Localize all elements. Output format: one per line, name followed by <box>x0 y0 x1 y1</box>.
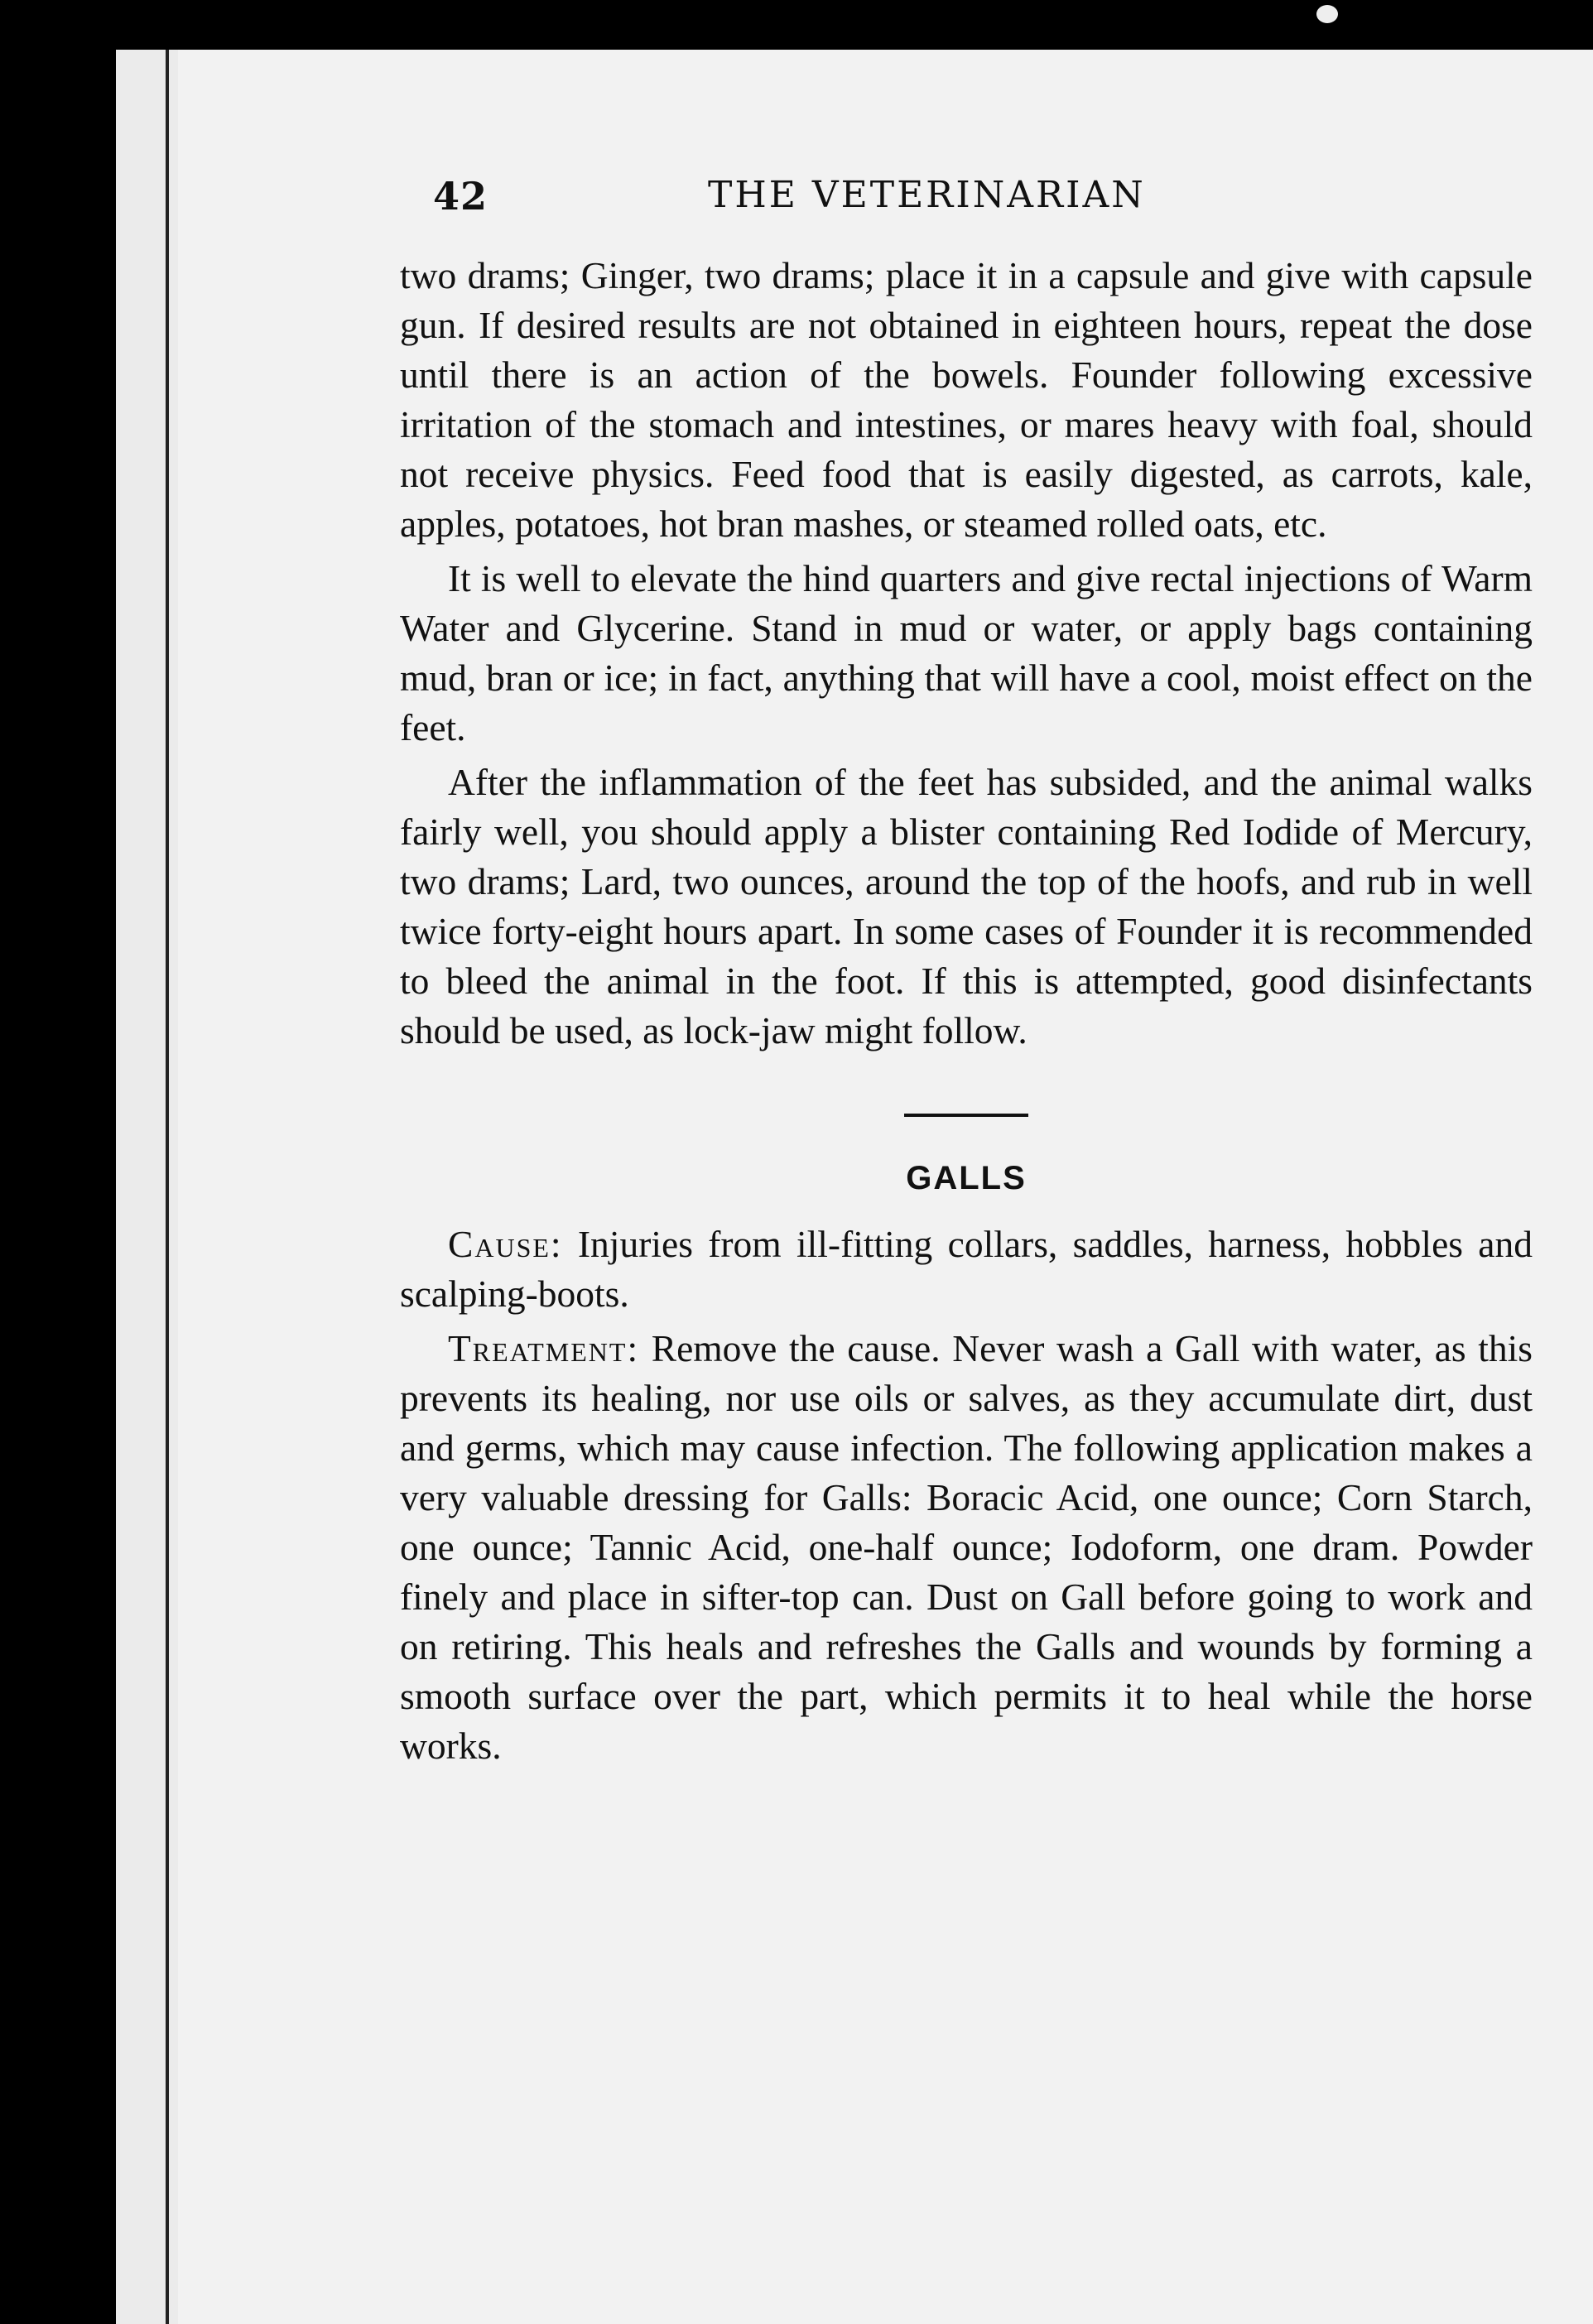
page-body <box>400 251 1533 1771</box>
book-page <box>178 50 1593 2324</box>
treatment-paragraph <box>400 1324 1533 1771</box>
treatment-text: Remove the cause. Never wash a Gall with water, as this prevents its healing, nor use oils or salves, as they accumulate dirt, dust and germs, which may cause infection. The following application makes a very valuable dressing for Galls: Boracic Acid, one ounce; Corn Starch, one ounce; Tannic Acid, one-half ounce; Iodoform, one dram. Powder finely and place in sifter-top can. Dust on Gall before going to work and on retiring. This heals and refreshes the Galls and wounds by forming a smooth surface over the part, which permits it to heal while the horse works. <box>400 1327 1533 1767</box>
running-head: THE VETERINARIAN <box>708 174 1146 216</box>
page-number: 42 <box>433 174 488 219</box>
treatment-label: Treatment: <box>448 1327 640 1369</box>
page-edge-line <box>166 50 169 2324</box>
page-header <box>178 174 1593 224</box>
paragraph: two drams; Ginger, two drams; place it in a capsule and give with capsule gun. If desired results are not obtained in eighteen hours, repeat the dose until there is an action of the bowels. Founder following excessive irritation of the stomach and intestines, or mares heavy with foal, should not receive physics. Feed food that is easily digested, as carrots, kale, apples, potatoes, hot bran mashes, or steamed rolled oats, etc. <box>400 254 1533 545</box>
cause-label: Cause: <box>448 1223 563 1265</box>
scan-speck <box>1316 5 1338 23</box>
paragraph: After the inflammation of the feet has subsided, and the animal walks fairly well, you should apply a blister containing Red Iodide of Mercury, two drams; Lard, two ounces, around the top of the hoofs, and rub in well twice forty-eight hours apart. In some cases of Founder it is recommended to bleed the animal in the foot. If this is attempted, good disinfectants should be used, as lock-jaw might follow. <box>400 761 1533 1051</box>
paragraph: It is well to elevate the hind quarters and give rectal injections of Warm Water and Glycerine. Stand in mud or water, or apply bags containing mud, bran or ice; in fact, anything that will have a cool, moist effect on the feet. <box>400 557 1533 748</box>
section-heading: GALLS <box>906 1160 1027 1196</box>
cause-paragraph <box>400 1220 1533 1319</box>
section-divider <box>904 1114 1028 1117</box>
cause-text: Injuries from ill-fitting collars, saddles, harness, hobbles and scalping-boots. <box>400 1223 1533 1315</box>
